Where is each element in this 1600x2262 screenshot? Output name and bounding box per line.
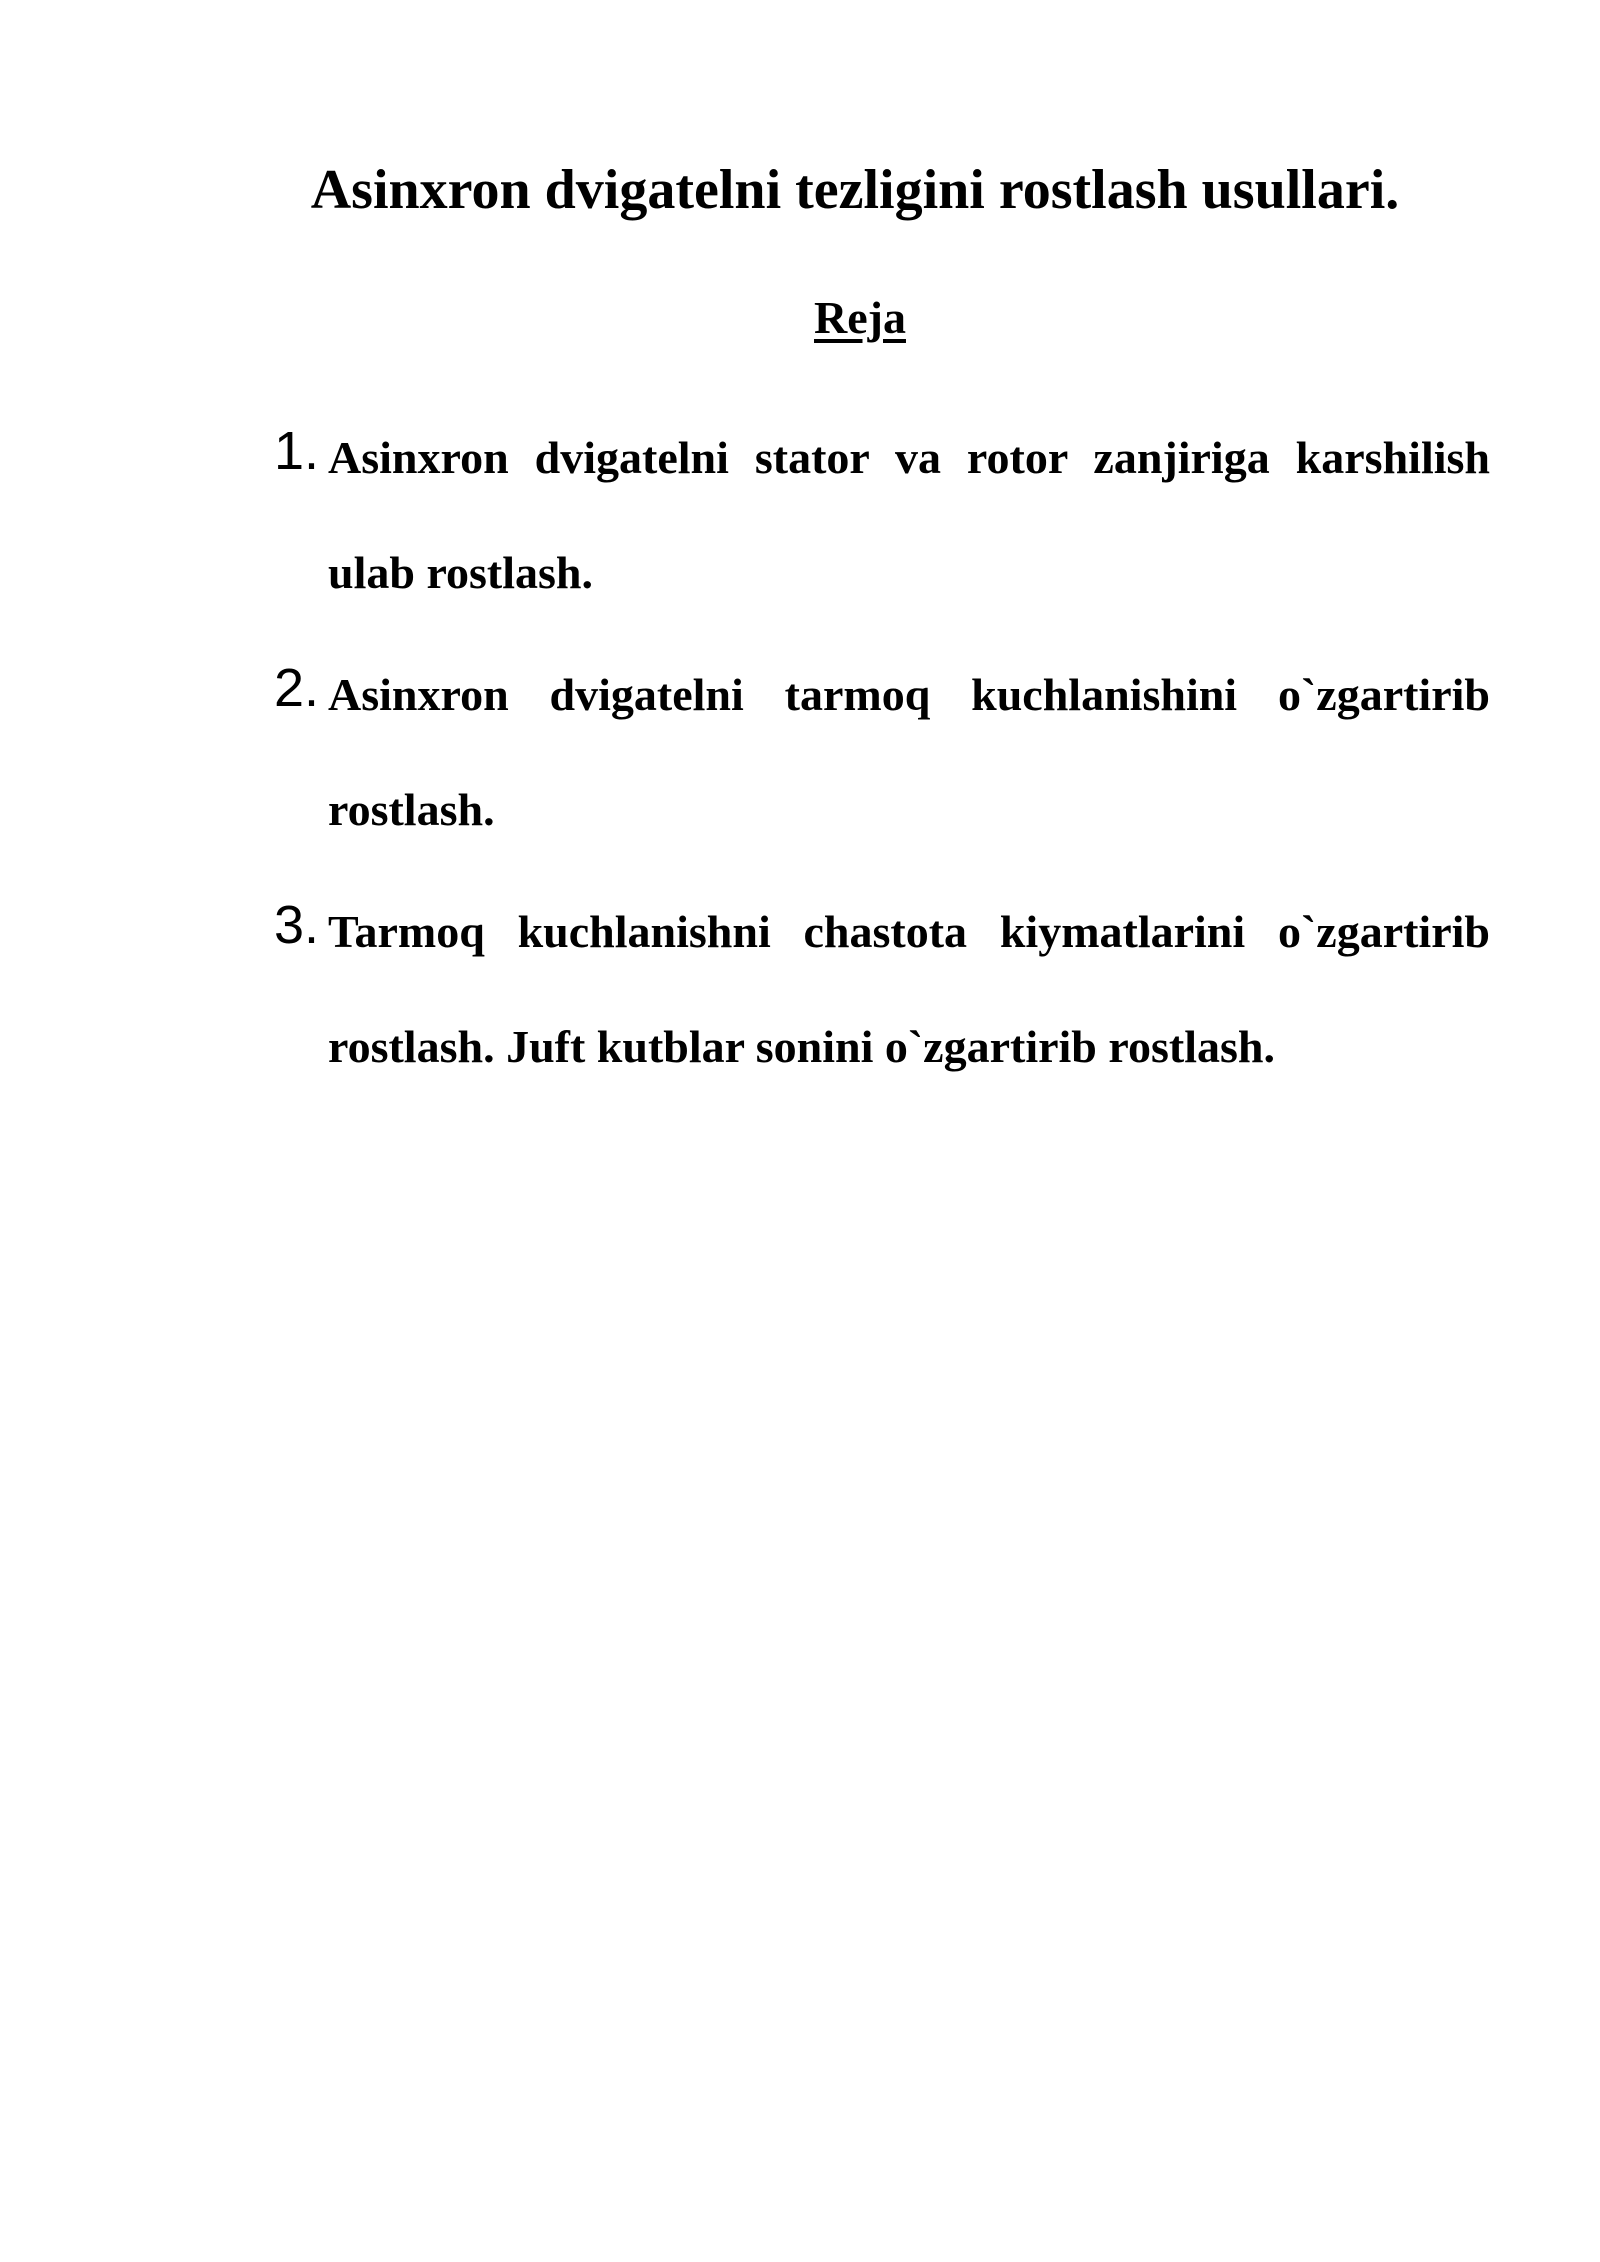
plan-item-text: Tarmoq kuchlanishni chastota kiymatlarini o`zgartirib rostlash. Juft kutblar sonini o`zgartirib rostlash. (328, 906, 1490, 1072)
plan-item-number: 2. (274, 658, 320, 718)
plan-item-number: 1. (274, 421, 320, 481)
plan-item-2 (274, 637, 1490, 867)
plan-item-text: Asinxron dvigatelni tarmoq kuchlanishini o`zgartirib rostlash. (328, 669, 1490, 835)
plan-item-number: 3. (274, 895, 320, 955)
plan-list (274, 400, 1490, 1111)
plan-item-text: Asinxron dvigatelni stator va rotor zanjiriga karshilish ulab rostlash. (328, 432, 1490, 598)
plan-item-3 (274, 874, 1490, 1104)
document-title: Asinxron dvigatelni tezligini rostlash usullari. (310, 159, 1400, 221)
plan-heading: Reja (814, 292, 906, 343)
plan-item-1 (274, 400, 1490, 630)
